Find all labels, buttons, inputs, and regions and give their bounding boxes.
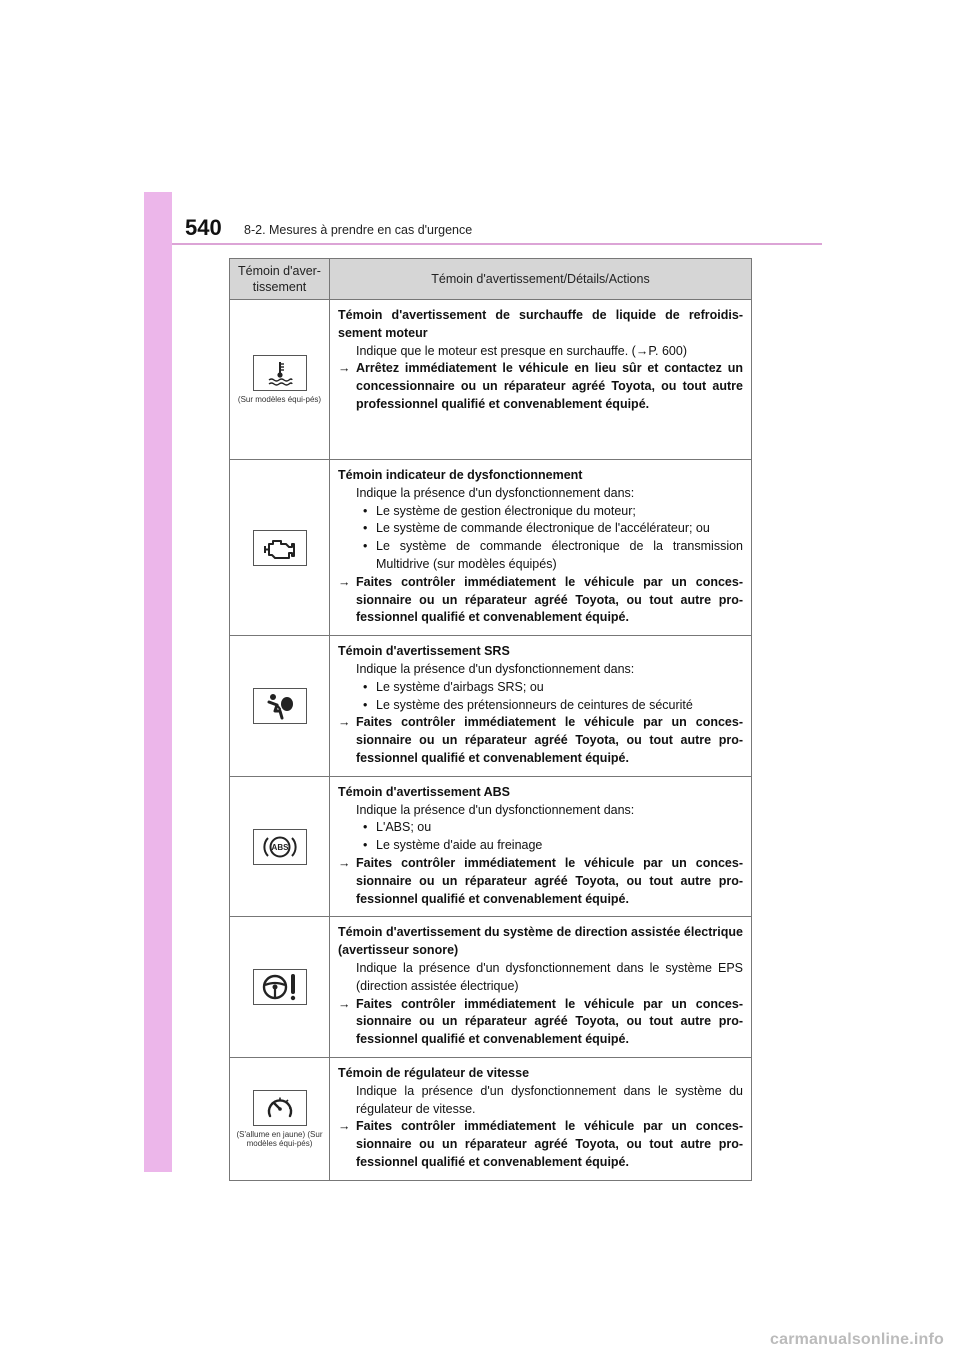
airbag-icon	[253, 688, 307, 724]
warning-action: → Faites contrôler immédiatement le véhicule par un conces-sionnaire ou un réparateur agréé Toyota, ou tout autre pro-fessionnel qualifié et convenablement équipé.	[338, 996, 743, 1047]
arrow-icon: →	[338, 1119, 351, 1134]
details-cell	[330, 1057, 752, 1180]
footer-watermark: carmanualsonline.info	[770, 1331, 945, 1348]
bullet-item: • L'ABS; ou	[338, 819, 743, 837]
table-row	[230, 776, 752, 917]
warning-description: Indique la présence d'un dysfonctionnement dans:	[356, 661, 635, 676]
icon-cell	[230, 917, 330, 1058]
icon-note: (Sur modèles équi-pés)	[237, 395, 322, 404]
header-rule	[172, 243, 822, 245]
arrow-icon: →	[338, 361, 351, 376]
warning-description: Indique la présence d'un dysfonctionnement dans:	[356, 802, 635, 817]
header-details-actions: Témoin d'avertissement/Détails/Actions	[330, 259, 752, 300]
icon-cell	[230, 1057, 330, 1180]
table-row	[230, 917, 752, 1058]
table-row	[230, 636, 752, 777]
power-steering-icon	[253, 969, 307, 1005]
icon-cell	[230, 460, 330, 636]
icon-cell	[230, 300, 330, 460]
header-warning-light: Témoin d'aver-tissement	[230, 259, 330, 300]
arrow-icon: →	[635, 343, 649, 358]
bullet-item: • Le système des prétensionneurs de ceintures de sécurité	[338, 697, 743, 715]
page-reference: P. 600)	[648, 343, 688, 358]
warning-action: → Arrêtez immédiatement le véhicule en lieu sûr et contactez un concessionnaire ou un réparateur agréé Toyota, ou tout autre professionnel qualifié et convenablement équipé.	[338, 361, 743, 411]
section-title: 8-2. Mesures à prendre en cas d'urgence	[244, 223, 473, 237]
bullet-item: • Le système de commande électronique de la transmission Multidrive (sur modèles équipés)	[338, 538, 743, 574]
details-cell	[330, 300, 752, 460]
warning-description: Indique la présence d'un dysfonctionnement dans le système EPS (direction assistée électrique)	[356, 960, 743, 993]
page-number: 540	[185, 215, 222, 240]
arrow-icon: →	[338, 996, 351, 1011]
warning-description: Indique que le moteur est presque en surchauffe. (→P. 600)	[356, 343, 688, 358]
abs-icon-label: ABS	[271, 842, 288, 852]
warning-lights-table	[229, 258, 752, 1181]
warning-title: Témoin d'avertissement de surchauffe de liquide de refroidis-sement moteur	[338, 308, 743, 340]
warning-action: → Faites contrôler immédiatement le véhicule par un conces-sionnaire ou un réparateur agréé Toyota, ou tout autre pro-fessionnel qualifié et convenablement équipé.	[338, 574, 743, 625]
warning-description: Indique la présence d'un dysfonctionnement dans:	[356, 485, 635, 500]
chapter-sidebar-tab	[144, 192, 172, 1172]
warning-title: Témoin indicateur de dysfonctionnement	[338, 468, 583, 482]
warning-title: Témoin d'avertissement ABS	[338, 784, 511, 799]
bullet-item: • Le système d'aide au freinage	[338, 837, 743, 855]
icon-cell	[230, 636, 330, 777]
details-cell	[330, 917, 752, 1058]
table-header-row	[230, 259, 752, 300]
icon-cell	[230, 776, 330, 917]
details-cell	[330, 776, 752, 917]
warning-action: → Faites contrôler immédiatement le véhicule par un conces-sionnaire ou un réparateur agréé Toyota, ou tout autre pro-fessionnel qualifié et convenablement équipé.	[338, 715, 743, 765]
warning-title: Témoin de régulateur de vitesse	[338, 1065, 530, 1080]
details-cell	[330, 636, 752, 777]
warning-description: Indique la présence d'un dysfonctionnement dans le système du régulateur de vitesse.	[356, 1083, 743, 1116]
details-cell	[330, 460, 752, 636]
abs-icon	[253, 829, 307, 865]
warning-action: → Faites contrôler immédiatement le véhicule par un conces-sionnaire ou un réparateur agréé Toyota, ou tout autre pro-fessionnel qualifié et convenablement équipé.	[338, 1119, 743, 1169]
bullet-item: • Le système d'airbags SRS; ou	[338, 679, 743, 697]
arrow-icon: →	[338, 715, 351, 730]
check-engine-icon	[253, 530, 307, 566]
warning-action: → Faites contrôler immédiatement le véhicule par un conces-sionnaire ou un réparateur agréé Toyota, ou tout autre pro-fessionnel qualifié et convenablement équipé.	[338, 855, 743, 906]
arrow-icon: →	[338, 855, 351, 870]
warning-title: Témoin d'avertissement du système de direction assistée électrique (avertisseur sonore)	[338, 925, 743, 958]
cruise-control-icon	[253, 1090, 307, 1126]
bullet-item: • Le système de gestion électronique du moteur;	[338, 503, 743, 521]
warning-title: Témoin d'avertissement SRS	[338, 644, 510, 659]
table-row	[230, 460, 752, 636]
icon-note: (S'allume en jaune) (Sur modèles équi-pés)	[236, 1129, 323, 1148]
bullet-item: • Le système de commande électronique de l'accélérateur; ou	[338, 520, 743, 538]
arrow-icon: →	[338, 574, 351, 589]
table-row	[230, 1057, 752, 1180]
coolant-temperature-icon	[253, 355, 307, 391]
table-row	[230, 300, 752, 460]
